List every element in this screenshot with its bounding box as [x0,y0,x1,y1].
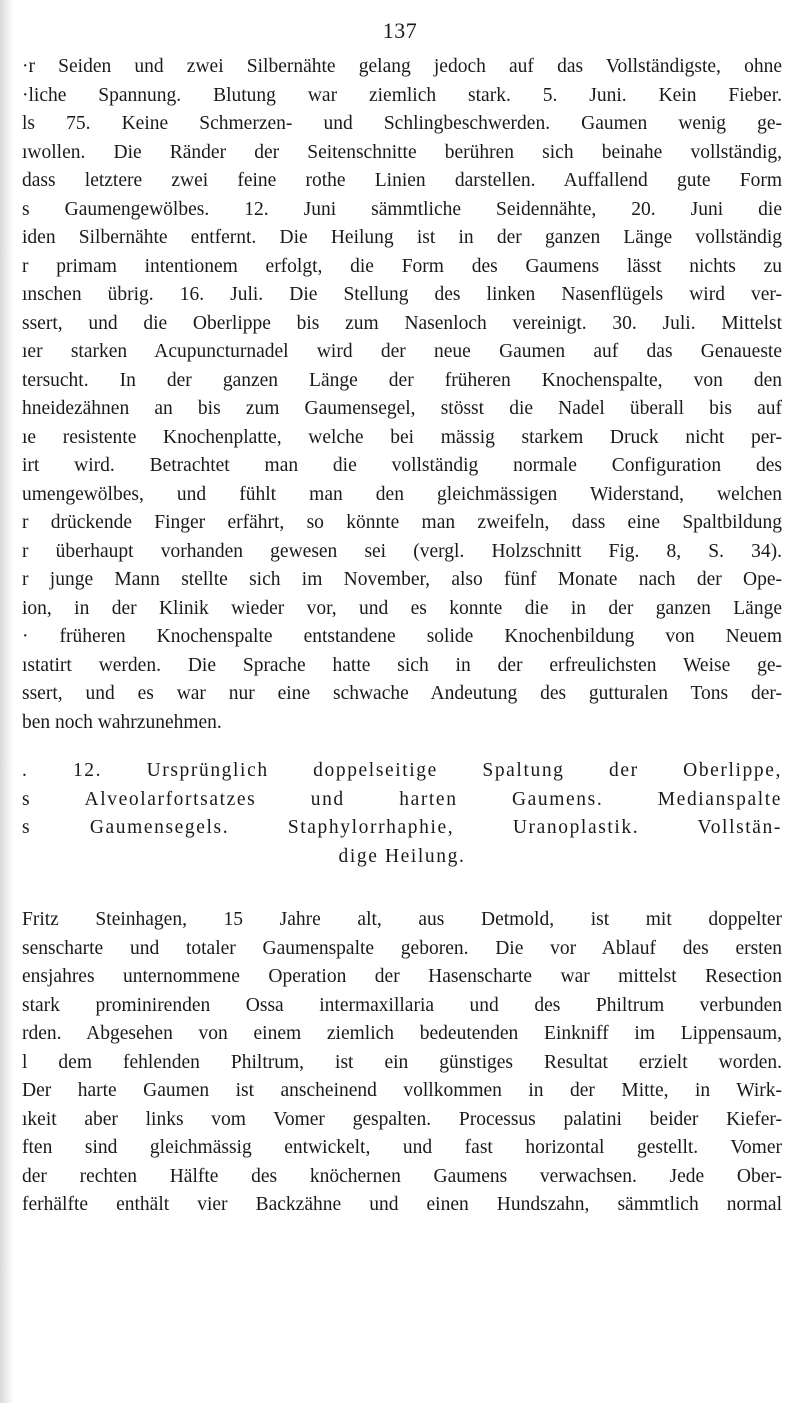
page-number: 137 [382,18,418,43]
paragraph2-line: ensjahres unternommene Operation der Hasenscharte war mittelst Resection [22,966,782,987]
paragraph1-line: ıer starken Acupuncturnadel wird der neue Gaumen auf das Genaueste [22,341,782,362]
paragraph2-line: der rechten Hälfte des knöchernen Gaumens verwachsen. Jede Ober- [22,1165,782,1187]
paragraph1-line: ssert, und die Oberlippe bis zum Nasenloch vereinigt. 30. Juli. Mittelst [22,312,782,334]
paragraph1-line: hneidezähnen an bis zum Gaumensegel, stösst die Nadel überall bis auf [22,398,782,419]
paragraph1-line: ınschen übrig. 16. Juli. Die Stellung des linken Nasenflügels wird ver- [22,284,782,305]
paragraph1-line: r primam intentionem erfolgt, die Form des Gaumens lässt nichts zu [22,255,782,277]
paragraph1-line: irt wird. Betrachtet man die vollständig normale Configuration des [22,455,782,476]
heading-line: s Alveolarfortsatzes und harten Gaumens. Medianspalte [22,788,782,810]
paragraph1-line: ıwollen. Die Ränder der Seitenschnitte berühren sich beinahe vollständig, [22,141,782,163]
paragraph1-line: dass letztere zwei feine rothe Linien darstellen. Auffallend gute Form [22,170,782,191]
paragraph2-line: ften sind gleichmässig entwickelt, und fast horizontal gestellt. Vomer [22,1137,782,1158]
paragraph2-line: stark prominirenden Ossa intermaxillaria und des Philtrum verbunden [22,994,782,1016]
paragraph1-line: ion, in der Klinik wieder vor, und es konnte die in der ganzen Länge [22,597,782,619]
paragraph1-line: ben noch wahrzunehmen. [22,711,222,733]
patient-description-paragraph [22,906,782,1220]
heading-line: s Gaumensegels. Staphylorrhaphie, Uranoplastik. Vollstän- [22,817,782,838]
paragraph1-line: s Gaumengewölbes. 12. Juni sämmtliche Seidennähte, 20. Juni die [22,198,782,220]
paragraph2-line: Der harte Gaumen ist anscheinend vollkommen in der Mitte, in Wirk- [22,1080,782,1101]
paragraph2-line: l dem fehlenden Philtrum, ist ein günstiges Resultat erzielt worden. [22,1051,782,1073]
paragraph2-line: ferhälfte enthält vier Backzähne und einen Hundszahn, sämmtlich normal [22,1194,782,1215]
paragraph1-line: ls 75. Keine Schmerzen- und Schlingbeschwerden. Gaumen wenig ge- [22,113,782,134]
paragraph2-line: senscharte und totaler Gaumenspalte geboren. Die vor Ablauf des ersten [22,937,782,959]
paragraph1-line: tersucht. In der ganzen Länge der früheren Knochenspalte, von den [22,369,782,391]
page-binding-edge [0,0,14,1403]
paragraph1-line: iden Silbernähte entfernt. Die Heilung ist in der ganzen Länge vollständig [22,227,782,248]
heading-line: dige Heilung. [338,845,466,867]
paragraph1-line: ıstatirt werden. Die Sprache hatte sich in der erfreulichsten Weise ge- [22,654,782,676]
paragraph1-line: r drückende Finger erfährt, so könnte man zweifeln, dass eine Spaltbildung [22,512,782,533]
heading-line: . 12. Ursprünglich doppelseitige Spaltung der Oberlippe, [22,760,782,781]
paragraph1-line: r überhaupt vorhanden gewesen sei (vergl. Holzschnitt Fig. 8, S. 34). [22,540,782,562]
paragraph2-line: ıkeit aber links vom Vomer gespalten. Processus palatini beider Kiefer- [22,1108,782,1130]
paragraph1-line: ·liche Spannung. Blutung war ziemlich stark. 5. Juni. Kein Fieber. [22,84,782,106]
paragraph1-line: · früheren Knochenspalte entstandene solide Knochenbildung von Neuem [22,626,782,647]
paragraph1-line: ssert, und es war nur eine schwache Andeutung des gutturalen Tons der- [22,683,782,704]
paragraph1-line: ıe resistente Knochenplatte, welche bei mässig starkem Druck nicht per- [22,426,782,448]
case-report-paragraph [22,53,782,737]
paragraph2-line: rden. Abgesehen von einem ziemlich bedeutenden Einkniff im Lippensaum, [22,1023,782,1044]
paragraph1-line: umengewölbes, und fühlt man den gleichmässigen Widerstand, welchen [22,483,782,505]
paragraph1-line: ·r Seiden und zwei Silbernähte gelang jedoch auf das Vollständigste, ohne [22,56,782,77]
paragraph2-line: Fritz Steinhagen, 15 Jahre alt, aus Detmold, ist mit doppelter [22,909,782,930]
paragraph1-line: r junge Mann stellte sich im November, also fünf Monate nach der Ope- [22,569,782,590]
case-heading [22,757,782,871]
